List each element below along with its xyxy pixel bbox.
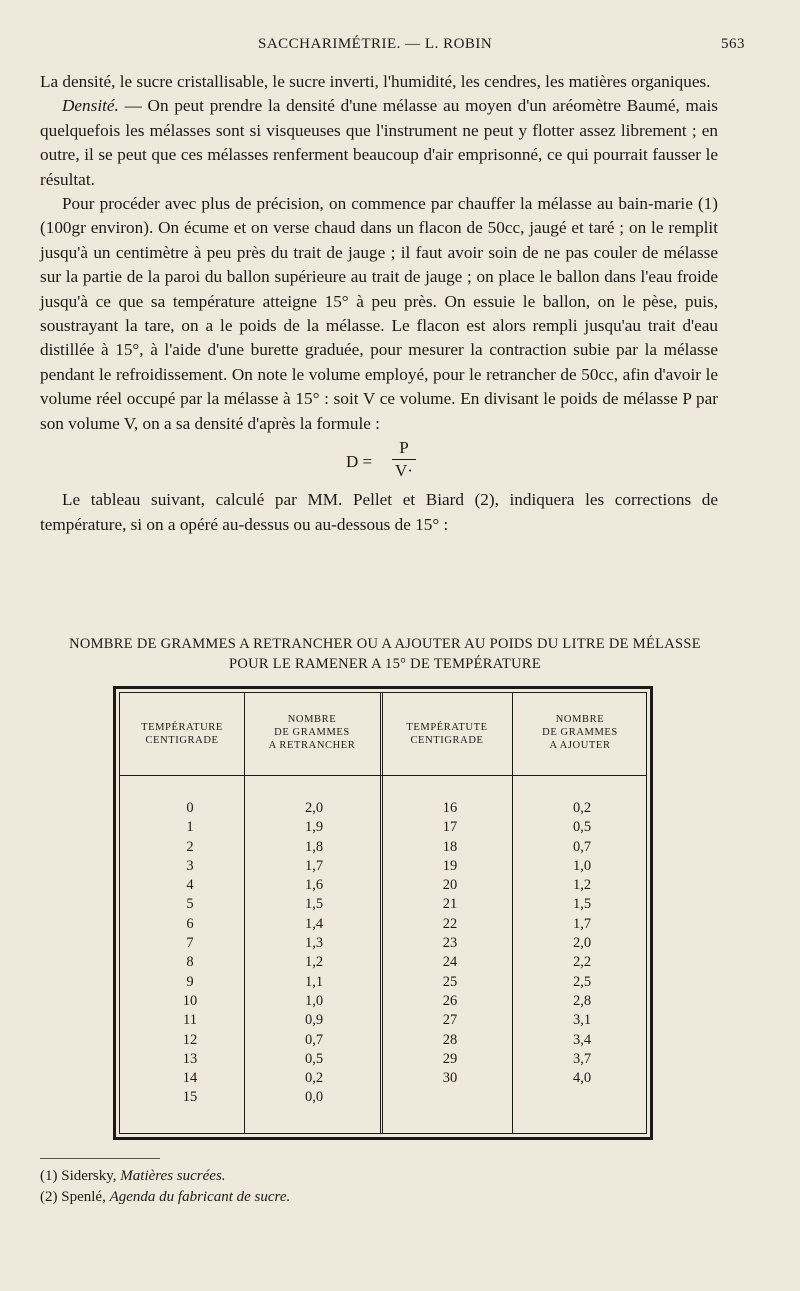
paragraph-densite-text: — On peut prendre la densité d'une mélasse au moyen d'un aréomètre Baumé, mais quelquefois les mélasses sont si visqueuses que l'instrument ne peut y flotter assez librement ; en outre, il se peut que ces mélasses renferment beaucoup d'air emprisonné, ce qui pourrait fausser le résultat. <box>40 96 718 189</box>
header-text: CENTIGRADE <box>145 735 219 746</box>
table-cell: 1,8 <box>304 838 324 855</box>
table-cell: 1,4 <box>304 915 324 932</box>
table-cell: 12 <box>182 1031 198 1048</box>
table-cell: 21 <box>442 896 458 913</box>
table-title <box>20 634 750 674</box>
formula-fraction <box>392 438 416 481</box>
table-cell: 3,1 <box>572 1012 592 1029</box>
table-cell: 30 <box>442 1070 458 1087</box>
footnote-2 <box>40 1187 740 1208</box>
header-temperature-low <box>120 721 244 747</box>
table-cell: 1,1 <box>304 973 324 990</box>
table-cell: 0,2 <box>304 1070 324 1087</box>
header-text: DE GRAMMES <box>542 727 618 738</box>
table-cell: 0,5 <box>304 1050 324 1067</box>
table-cell: 16 <box>442 800 458 816</box>
footnote-author: Sidersky, <box>57 1168 121 1184</box>
table-cell: 0,5 <box>572 819 592 836</box>
page-header <box>0 36 800 56</box>
paragraph-procedure: Pour procéder avec plus de précision, on commence par chauffer la mélasse au bain-marie (1) (100gr environ). On écume et on verse chaud dans un flacon de 50cc, jaugé et taré ; on le remplit jusqu'à un centimètre à peu près du trait de jauge ; il faut avoir soin de ne pas couler de mélasse sur la partie de la paroi du ballon supérieure au trait de jauge ; on place le ballon dans l'eau froide jusqu'à ce que sa température atteigne 15° à peu près. On essuie le ballon, on le pèse, puis, soustrayant la tare, on a le poids de la mélasse. Le flacon est alors rempli jusqu'au trait d'eau distillée à 15°, à l'aide d'une burette graduée, pour mesurer la contraction subie par la mélasse pendant le refroidissement. On note le volume employé, pour le retrancher de 50cc, afin d'avoir le volume réel occupé par la mélasse à 15° : soit V ce volume. En divisant le poids de mélasse P par son volume V, on a sa densité d'après la formule : <box>40 194 718 433</box>
footnote-author: Spenlé, <box>57 1189 110 1205</box>
table-cell: 4 <box>186 877 194 894</box>
table-cell: 23 <box>442 935 458 952</box>
table-cell: 2,0 <box>304 800 324 816</box>
running-title: SACCHARIMÉTRIE. — L. ROBIN <box>258 36 493 52</box>
table-cell: 19 <box>442 857 458 874</box>
table-cell: 13 <box>182 1050 198 1067</box>
paragraph-densite <box>40 94 718 192</box>
table-cell: 28 <box>442 1031 458 1048</box>
header-rule <box>120 775 646 776</box>
table-cell: 20 <box>442 877 458 894</box>
table-cell: 1,5 <box>572 896 592 913</box>
header-temperature-high <box>382 721 512 747</box>
table-cell: 1,9 <box>304 819 324 836</box>
header-text: NOMBRE <box>555 714 605 725</box>
table-cell: 7 <box>186 935 194 952</box>
page-number: 563 <box>721 36 745 52</box>
header-text: DE GRAMMES <box>274 727 350 738</box>
density-formula <box>40 438 718 484</box>
table-cell: 1,2 <box>572 877 592 894</box>
table-cell: 5 <box>186 896 194 913</box>
table-cell: 4,0 <box>572 1070 592 1087</box>
table-cell: 22 <box>442 915 458 932</box>
header-text: NOMBRE <box>287 714 337 725</box>
table-cell: 0,0 <box>304 1089 324 1106</box>
table-cell: 0,7 <box>572 838 592 855</box>
fraction-bar <box>392 459 416 460</box>
table-cell: 25 <box>442 973 458 990</box>
table-cell: 1,6 <box>304 877 324 894</box>
table-cell: 15 <box>182 1089 198 1106</box>
table-cell: 9 <box>186 973 194 990</box>
table-cell: 2 <box>186 838 194 855</box>
header-retrancher <box>244 713 380 752</box>
table-cell: 26 <box>442 992 458 1009</box>
formula-denominator: V· <box>395 461 413 481</box>
table-cell: 1,0 <box>304 992 324 1009</box>
table-cell: 11 <box>183 1012 197 1029</box>
footnote-1 <box>40 1166 740 1187</box>
paragraph-tableau: Le tableau suivant, calculé par MM. Pellet et Biard (2), indiquera les corrections de température, si on a opéré au-dessus ou au-dessous de 15° : <box>40 490 718 534</box>
section-label-densite: Densité. <box>62 96 119 116</box>
footnotes <box>40 1166 740 1208</box>
column-ajouter <box>552 799 612 1088</box>
table-cell: 0,7 <box>304 1031 324 1048</box>
table-cell: 1 <box>186 819 194 836</box>
table-title-line1: NOMBRE DE GRAMMES A RETRANCHER OU A AJOUTER AU POIDS DU LITRE DE MÉLASSE <box>69 636 701 652</box>
column-temperature-high <box>420 799 480 1088</box>
table-cell: 3 <box>186 857 194 874</box>
table-cell: 8 <box>186 954 194 971</box>
header-text: A AJOUTER <box>549 740 611 751</box>
column-divider-double <box>380 693 383 1133</box>
table-cell: 0,9 <box>304 1012 324 1029</box>
paragraph-intro: La densité, le sucre cristallisable, le sucre inverti, l'humidité, les cendres, les matières organiques. <box>40 72 711 91</box>
table-title-line2: POUR LE RAMENER A 15° DE TEMPÉRATURE <box>229 656 541 672</box>
table-cell: 6 <box>186 915 194 932</box>
footnote-marker: (1) <box>40 1168 58 1184</box>
table-cell: 1,5 <box>304 896 324 913</box>
table-cell: 1,2 <box>304 954 324 971</box>
column-divider <box>512 693 513 1133</box>
table-cell: 3,4 <box>572 1031 592 1048</box>
table-cell: 2,5 <box>572 973 592 990</box>
footnote-rule <box>40 1158 160 1159</box>
table-cell: 10 <box>182 992 198 1009</box>
header-text: A RETRANCHER <box>268 740 356 751</box>
table-cell: 0,2 <box>572 800 592 816</box>
header-text: TEMPÉRATUTE <box>406 722 488 733</box>
table-cell: 2,8 <box>572 992 592 1009</box>
table-cell: 2,2 <box>572 954 592 971</box>
table-cell: 0 <box>186 800 194 816</box>
table-cell: 1,7 <box>304 857 324 874</box>
column-temperature-low <box>160 799 220 1108</box>
body-text <box>40 70 718 537</box>
table-cell: 1,3 <box>304 935 324 952</box>
footnote-title: Matières sucrées. <box>120 1168 226 1184</box>
table-cell: 1,0 <box>572 857 592 874</box>
header-text: TEMPÉRATURE <box>141 722 223 733</box>
table-cell: 27 <box>442 1012 458 1029</box>
table-cell: 1,7 <box>572 915 592 932</box>
column-divider <box>244 693 245 1133</box>
formula-lhs: D = <box>346 452 373 472</box>
table-cell: 2,0 <box>572 935 592 952</box>
header-text: CENTIGRADE <box>410 735 484 746</box>
table-inner-frame <box>119 692 647 1134</box>
table-cell: 18 <box>442 838 458 855</box>
footnote-title: Agenda du fabricant de sucre. <box>109 1189 291 1205</box>
correction-table <box>113 686 653 1140</box>
formula-numerator: P <box>399 438 409 458</box>
footnote-marker: (2) <box>40 1189 58 1205</box>
table-cell: 14 <box>182 1070 198 1087</box>
table-cell: 3,7 <box>572 1050 592 1067</box>
column-retrancher <box>284 799 344 1108</box>
header-ajouter <box>512 713 648 752</box>
table-cell: 29 <box>442 1050 458 1067</box>
table-cell: 17 <box>442 819 458 836</box>
table-cell: 24 <box>442 954 458 971</box>
